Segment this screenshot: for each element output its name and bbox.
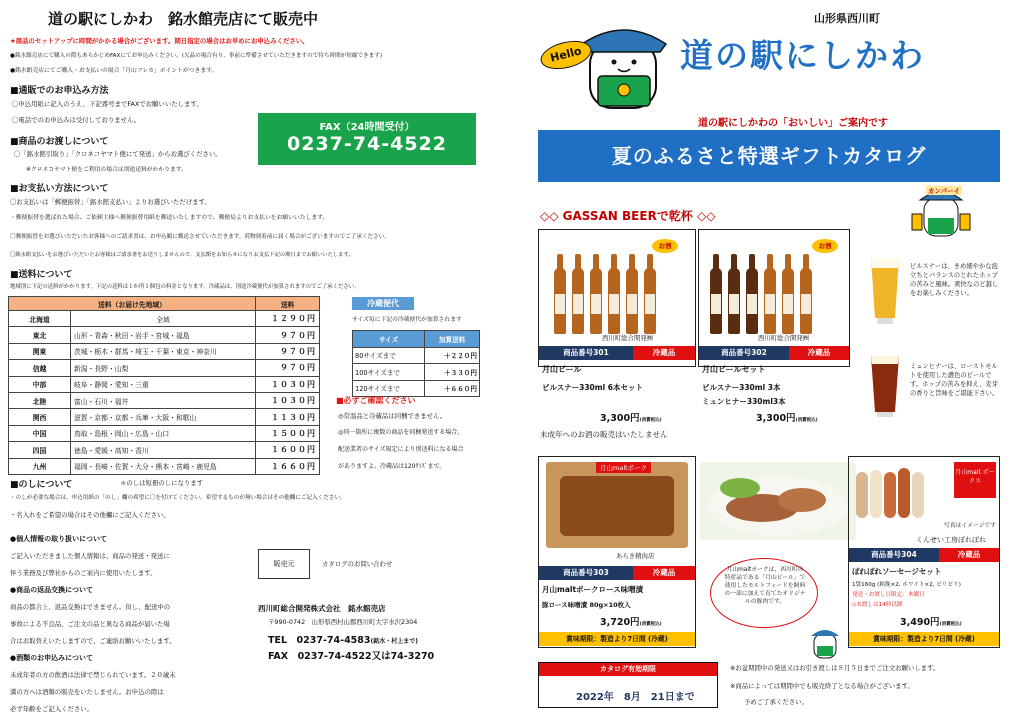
cool-title: 冷蔵便代 (352, 297, 414, 310)
company-fax: FAX 0237-74-4522又は74-3270 (268, 651, 435, 662)
noshi-heading: ■のしについて (10, 480, 73, 490)
pork-image (546, 462, 688, 548)
table-row: 100サイズまで ＋３３０円 (353, 364, 480, 381)
photo-note: 写真はイメージです (944, 523, 996, 529)
temp-badge: 冷蔵品 (633, 346, 695, 360)
temp-badge: 冷蔵品 (939, 548, 999, 562)
sausage-shop: くんせい工房ぽれぽれ (916, 536, 986, 544)
delivery-line-2: ※クロネコヤマト便をご利用の場合は別途送料がかかります。 (26, 167, 187, 173)
beer-bottle (728, 268, 740, 334)
table-row: 80サイズまで ＋２２０円 (353, 347, 480, 364)
temp-badge: 冷蔵品 (633, 566, 695, 580)
table-row: 四国 徳島・愛媛・高知・香川 １６００円 (9, 442, 320, 458)
confirm-heading: ■必ずご確認ください (336, 396, 416, 405)
confirm-line-3: 配送業者のサイズ規定により別送料になる場合 (338, 446, 464, 453)
noshi-line-1: ・のしが必要な場合は、申込用紙の「のし」欄の希望に〇を付けてください。希望するものが無い場合はその他欄にご記入ください。 (10, 495, 346, 501)
payment-line-2: ・郵便振替を選ばれた場合、ご依頼主様へ郵便振替用紙を郵送いたしますので、郵便局よりお支払いをお願いいたします。 (10, 215, 329, 221)
cool-note: サイズ毎に下記の冷蔵便代が加算されます (352, 317, 462, 323)
bottom-note-3: 予めご了承ください。 (744, 698, 808, 706)
left-title: 道の駅にしかわ 銘水館売店にて販売中 (48, 10, 319, 28)
catalog-expiry-date: 2022年 8月 21日まで (576, 692, 695, 703)
beer-bottle (710, 268, 722, 334)
confirm-line-2: ◎同一箇所に複数の商品を同梱発送する場合、 (338, 429, 464, 436)
product-desc-3: ◇お渡しは14時以降 (852, 602, 903, 608)
mascot-illustration (572, 22, 676, 118)
beer-bottle (644, 268, 656, 334)
table-row: 関西 滋賀・京都・京都・兵庫・大阪・和歌山 １１３０円 (9, 409, 320, 425)
payment-line-1: 〇お支払いは「郵便振替」「銘水館支払い」よりお選びいただけます。 (10, 198, 211, 206)
privacy-heading: ●個人情報の取り扱いについて (10, 535, 107, 543)
sake-tag-301: お酒 (652, 239, 678, 253)
order-heading: ■通販でのお申込み方法 (10, 86, 109, 96)
payment-heading: ■お支払い方法について (10, 184, 109, 194)
expiry-bar: 賞味期限：製造より7日間 (冷蔵) (539, 632, 695, 646)
company-address: 〒990-0742 山形県西村山郡西川町大字水沢2304 (268, 618, 418, 626)
privacy-line-1: ご記入いただきました個人情報は、商品の発送・発送に (10, 552, 170, 560)
ship-header-area: 送料（お届け先地域） (9, 297, 256, 311)
noshi-line-2: ・名入れをご希望の場合はその他欄にご記入ください。 (10, 511, 170, 519)
right-page (512, 0, 1024, 724)
alcohol-heading: ●酒類のお申込みについて (10, 654, 93, 662)
table-row: 信越 新潟・長野・山梨 ９７０円 (9, 360, 320, 376)
pilsner-glass-image (868, 252, 902, 326)
confirm-line-4: がありますよ。冷蔵品は120ｻｲｽﾞまで。 (338, 463, 446, 470)
table-row: 北陸 富山・石川・福井 １０３０円 (9, 392, 320, 408)
alcohol-line-2: 満の方へは酒類の販売をいたしません。お申込の際は (10, 688, 164, 696)
sausage-image (854, 462, 934, 520)
product-price: 3,720円(消費税込) (600, 617, 662, 628)
product-number: 商品番号301 (539, 346, 633, 360)
delivery-line-1: 〇「銘水館引取り」「クロネコヤマト便にて発送」からお選びください。 (14, 150, 222, 158)
product-name: 月山maltポークロース味噌漬 (542, 585, 644, 594)
product-number: 商品番号304 (849, 548, 939, 562)
company-name: 西川町総合開発株式会社 銘水館売店 (258, 604, 386, 613)
beer-bottle (764, 268, 776, 334)
table-row: 120サイズまで ＋６６０円 (353, 380, 480, 397)
logo-title: 道の駅にしかわ (680, 36, 925, 75)
beer-bottle (608, 268, 620, 334)
noshi-note: ＊のしは短冊のしになります (120, 479, 204, 487)
shipping-heading: ■送料について (10, 270, 73, 280)
product-desc: ピルスナー330ml 3本 (702, 383, 781, 392)
sausage-tag: 月山malt ポークス (954, 462, 996, 498)
tagline: 道の駅にしかわの「おいしい」ご案内です (698, 118, 888, 129)
product-name: ぽれぽれソーセージセット (852, 567, 942, 576)
mini-mascot (808, 626, 842, 660)
expiry-bar: 賞味期限：製造より7日間 (冷蔵) (849, 632, 999, 646)
product-name: 月山ビール (542, 365, 582, 374)
catalog-expiry-label: カタログ有効期限 (539, 663, 717, 676)
ship-header-fee: 送料 (256, 297, 320, 311)
beer-bottle (746, 268, 758, 334)
beer-bottle (626, 268, 638, 334)
town-name: 山形県西川町 (814, 12, 880, 25)
product-desc: 豚ロース味噌漬 80g×10枚入 (542, 601, 631, 609)
beer-bottle (554, 268, 566, 334)
alcohol-line-1: 未成年者の方の飲酒は法律で禁じられています。２０歳未 (10, 671, 176, 679)
fax-number: 0237-74-4522 (287, 133, 447, 155)
return-line-3: 合はお取替えいたしますので、ご連絡お願いいたします。 (10, 637, 176, 645)
product-price: 3,300円(消費税込) (756, 413, 818, 424)
sake-tag-302: お酒 (812, 239, 838, 253)
maker-label: 西川町総合開発㈱ (758, 334, 810, 342)
product-price: 3,300円(消費税込) (600, 413, 662, 424)
return-line-1: 商品の都合上、返品交換はできません。但し、配送中の (10, 603, 171, 611)
pork-tag: 月山maltポーク (596, 462, 651, 473)
pork-shop: あらき精肉店 (616, 552, 655, 560)
fax-box (258, 113, 476, 165)
munchner-glass-image (868, 352, 902, 418)
product-number: 商品番号302 (699, 346, 789, 360)
table-row: 北海道 全域 １２９０円 (9, 311, 320, 327)
minor-note: 未成年へのお酒の販売はいたしません (540, 430, 668, 439)
shipping-table (8, 296, 320, 475)
payment-line-3: 〇郵便振替をお選びいただいたお客様へのご請求書は、お申込順に郵送させていただきます。荷物到着前に届く場合がございますのでご了承ください。 (10, 234, 390, 240)
product-number: 商品番号303 (539, 566, 633, 580)
contact-label: カタログのお問い合わせ (322, 560, 393, 568)
beer-bottle (800, 268, 812, 334)
privacy-line-2: 伴う業務及び弊社からのご案内に使用いたします。 (10, 569, 157, 577)
hello-bubble: Hello (538, 36, 595, 74)
confirm-line-1: ◎常温品と冷蔵品は同梱できません。 (338, 412, 447, 420)
beer-bottle (572, 268, 584, 334)
shipping-note: 地域別に下記の送料がかかります。下記の送料は１か所１個包の料金となります。冷蔵品は、別途冷蔵便代が加算されますのでご了承ください。 (10, 284, 360, 290)
product-desc-2: ミュンヒナー330ml3本 (702, 397, 786, 406)
return-line-2: 事故による不良品、ご注文の品と異なる商品が届いた場 (10, 620, 170, 628)
kanpai-label: カンパーイ (928, 187, 961, 195)
table-row: 九州 福岡・長崎・佐賀・大分・熊本・宮崎・鹿児島 １６６０円 (9, 458, 320, 474)
order-line-1: 〇申込用紙に記入のうえ、下記番号までFAXでお願いいたします。 (12, 100, 203, 108)
product-desc: ピルスナー330ml 6本セット (542, 383, 643, 392)
munchner-desc: ミュンヒナーは、ローストモルトを使用した濃色のビールです。ホップの苦みを抑え、麦芽の香りと旨味をご堪能下さい。 (910, 363, 999, 397)
note1: ●銘水館売店にて購入の際もあらかじめFAXにてお申込みください。(欠品の場合有り、事前に準備させていただきますので待ち時間が短縮できます) (10, 53, 383, 59)
note2: ●銘水館売店にてご購入・お支払いの場合「月山フレカ」ポイントがつきます。 (10, 68, 218, 74)
table-row: 中国 鳥取・島根・岡山・広島・山口 １５００円 (9, 425, 320, 441)
table-row: 中部 岐阜・静岡・愛知・三重 １０３０円 (9, 376, 320, 392)
temp-badge: 冷蔵品 (789, 346, 849, 360)
product-price: 3,490円(消費税込) (900, 617, 962, 628)
return-heading: ●商品の返品交換について (10, 586, 93, 594)
cool-table: サイズ 加算送料 80サイズまで ＋２２０円 100サイズまで ＋３３０円 120サイズまで ＋６６０円 (352, 330, 480, 397)
pilsner-desc: ピルスナーは、きめ細やかな泡立ちとバランスのとれたホップの苦みと風味。爽快なのど越しをお楽しみください。 (910, 263, 999, 297)
product-desc: 1袋160g (粗挽×2, ホワイト×2, ピリピリ) (852, 582, 961, 588)
table-row: 東北 山形・青森・秋田・岩手・宮城・福島 ９７０円 (9, 327, 320, 343)
bottom-note-2: ※商品によっては期間中でも販売終了となる場合がございます。 (730, 682, 914, 690)
payment-line-4: 〇銘水館支払いをお選びいただいたお客様はご請求書をお送りしませんので、支払額をお知らせになりお支払下記の期日までお願いいたします。 (10, 252, 354, 258)
company-tel: TEL 0237-74-4583(銘水・村上まで) (268, 635, 419, 646)
table-row: 関東 茨城・栃木・群馬・埼玉・千葉・東京・神奈川 ９７０円 (9, 343, 320, 359)
fax-label: FAX（24時間受付） (319, 122, 415, 133)
product-name: 月山ビールセット (702, 365, 766, 374)
product-desc-2: 発送・お渡し日限定：木曜日 (852, 592, 925, 598)
maker-label: 西川町総合開発㈱ (602, 334, 654, 342)
seller-box: 販売元 (258, 549, 310, 579)
alcohol-line-3: 必ず年齢をご記入ください。 (10, 705, 94, 713)
order-line-2: 〇電話でのお申込みは受付しておりません。 (12, 116, 141, 124)
beer-bottle (590, 268, 602, 334)
bottom-note-1: ※お盆期間中の発送又はお引き渡しは８月５日までご注文お願いします。 (730, 664, 940, 672)
delivery-heading: ■商品のお渡しについて (10, 137, 109, 147)
pork-bubble: 月山maltポークは、西川町の特産品である「月山ビール」で使用したモルトフィードを飼料の一部に加えて育てたオリジナルの豚肉です。 (724, 567, 806, 605)
beer-bottle (782, 268, 794, 334)
beer-heading: ◇◇ GASSAN BEERで乾杯 ◇◇ (540, 209, 716, 223)
catalog-banner: 夏のふるさと特選ギフトカタログ (538, 130, 1000, 182)
pork-dish-image (700, 462, 856, 540)
notice: ★商品のセットアップに時間がかかる場合がございます。期日指定の場合はお早めにお申込みください。 (10, 37, 309, 45)
